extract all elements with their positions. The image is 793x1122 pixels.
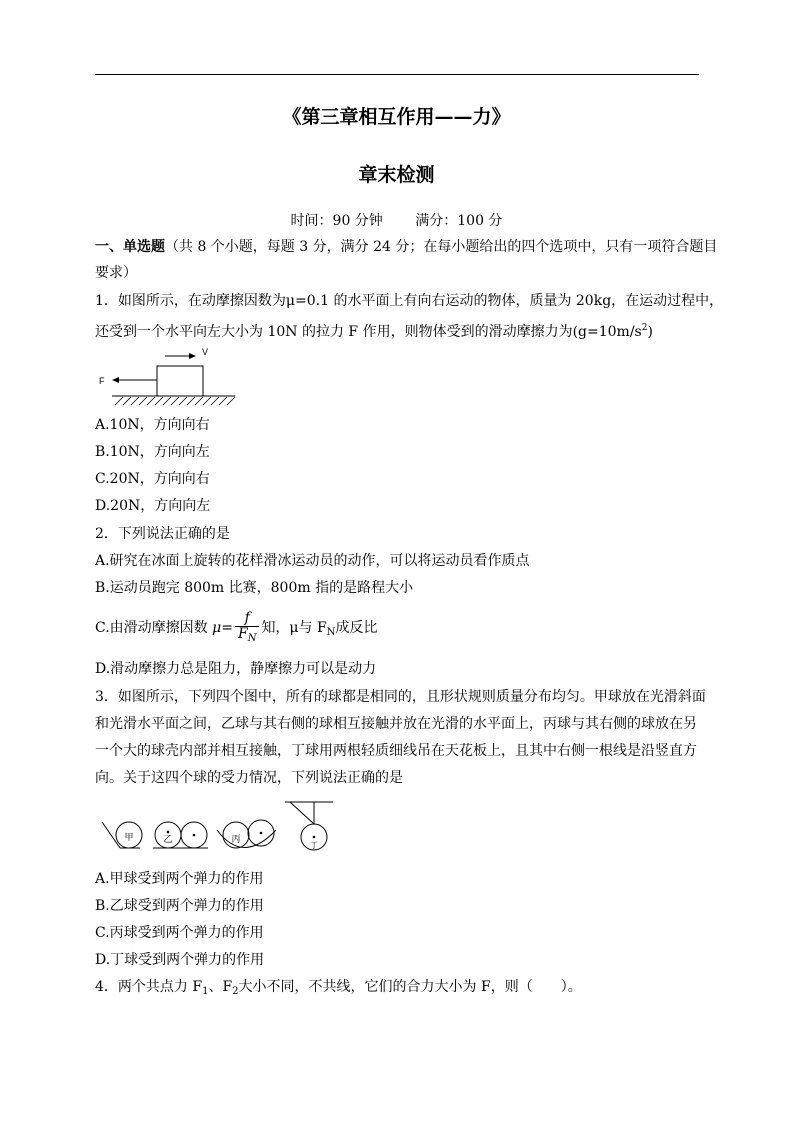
q3-stem-line1: 3．如图所示，下列四个图中，所有的球都是相同的，且形状规则质量分布均匀。甲球放在光滑斜面 [95, 689, 706, 705]
equals-sign: = [221, 620, 233, 636]
q3-stem-line3: 一个大的球壳内部并相互接触，丁球用两根轻质细线吊在天花板上，且其中右侧一根线是沿竖直方 [95, 743, 697, 759]
friction-fraction [235, 611, 259, 646]
fig-ding [285, 802, 333, 850]
label-yi: 乙 [163, 835, 173, 845]
q3-option-d: D.丁球受到两个弹力的作用 [95, 952, 265, 968]
q4-stem [95, 977, 582, 1002]
q3-option-b: B.乙球受到两个弹力的作用 [95, 898, 264, 914]
fraction-numerator: f [235, 611, 259, 627]
exam-info [0, 210, 793, 230]
q2-option-b: B.运动员跑完 800m 比赛，800m 指的是路程大小 [95, 580, 414, 596]
q1-figure [95, 345, 240, 405]
velocity-label: V [202, 347, 209, 357]
label-ding: 丁 [310, 841, 318, 850]
header-rule [95, 74, 699, 75]
fig-jia [102, 822, 142, 848]
q2-option-a: A.研究在冰面上旋转的花样滑冰运动员的动作，可以将运动员看作质点 [95, 553, 530, 569]
q2-stem: 2．下列说法正确的是 [95, 526, 230, 542]
label-bing: 丙 [231, 835, 241, 845]
q1-option-b: B.10N，方向向左 [95, 444, 210, 460]
velocity-arrow-head [189, 353, 196, 359]
q2-option-c-sub: N [326, 627, 336, 638]
q3-figure [98, 800, 338, 860]
q1-option-c: C.20N，方向向右 [95, 471, 210, 487]
force-arrow-head [112, 377, 119, 383]
q1-stem-line2b: ) [647, 324, 653, 340]
fraction-denominator [235, 627, 259, 646]
ground-hatch [115, 397, 235, 405]
q2-option-c [95, 606, 377, 655]
section-heading-line [95, 237, 717, 257]
force-label: F [99, 376, 105, 386]
q1-stem-line2a: 还受到一个水平向左大小为 10N 的拉力 F 作用，则物体受到的滑动摩擦力为(g=10m/s [95, 324, 642, 340]
q4-sub1: 1 [202, 986, 209, 997]
q4-sub2: 2 [232, 986, 239, 997]
q1-stem-sup: 2 [641, 323, 648, 333]
q1-stem-line1: 1．如图所示，在动摩擦因数为μ=0.1 的水平面上有向右运动的物体，质量为 20kg，在运动过程中， [95, 293, 724, 309]
time-label: 时间：90 分钟 [290, 213, 383, 229]
score-label: 满分：100 分 [415, 213, 503, 229]
q3-stem-line2: 和光滑水平面之间，乙球与其右侧的球相互接触并放在光滑的水平面上，丙球与其右侧的球放在另 [95, 716, 697, 732]
q1-stem-line2 [95, 318, 653, 342]
fig-bing [217, 820, 276, 848]
q1-option-d: D.20N，方向向左 [95, 498, 211, 514]
q1-option-a: A.10N，方向向右 [95, 417, 210, 433]
q4-suffix: 大小不同，不共线，它们的合力大小为 F，则（ ）。 [238, 979, 582, 995]
q3-option-a: A.甲球受到两个弹力的作用 [95, 871, 264, 887]
q3-option-c: C.丙球受到两个弹力的作用 [95, 925, 264, 941]
q4-prefix: 4．两个共点力 F [95, 979, 203, 995]
q3-stem-line4: 向。关于这四个球的受力情况，下列说法正确的是 [95, 770, 403, 786]
label-jia: 甲 [124, 833, 134, 843]
q2-option-c-suffix-a: 知，μ与 F [261, 620, 327, 636]
mu-symbol: μ [212, 620, 222, 636]
document-subtitle: 章末检测 [358, 164, 435, 186]
section-heading: 一、单选题 [95, 239, 165, 255]
q2-option-c-prefix: C.由滑动摩擦因数 [95, 620, 208, 636]
section-desc: （共 8 个小题，每题 3 分，满分 24 分；在每小题给出的四个选项中，只有一项符合题目 [165, 239, 718, 255]
q4-mid: 、F [208, 979, 233, 995]
section-desc-cont: 要求） [95, 265, 137, 281]
document-title: 《第三章相互作用——力》 [282, 106, 511, 128]
denominator-f: F [237, 625, 248, 642]
q2-option-c-suffix-b: 成反比 [335, 620, 378, 636]
q2-option-d: D.滑动摩擦力总是阻力，静摩擦力可以是动力 [95, 661, 377, 677]
fig-yi [153, 822, 208, 848]
block [157, 366, 203, 396]
denominator-sub: N [247, 632, 257, 644]
